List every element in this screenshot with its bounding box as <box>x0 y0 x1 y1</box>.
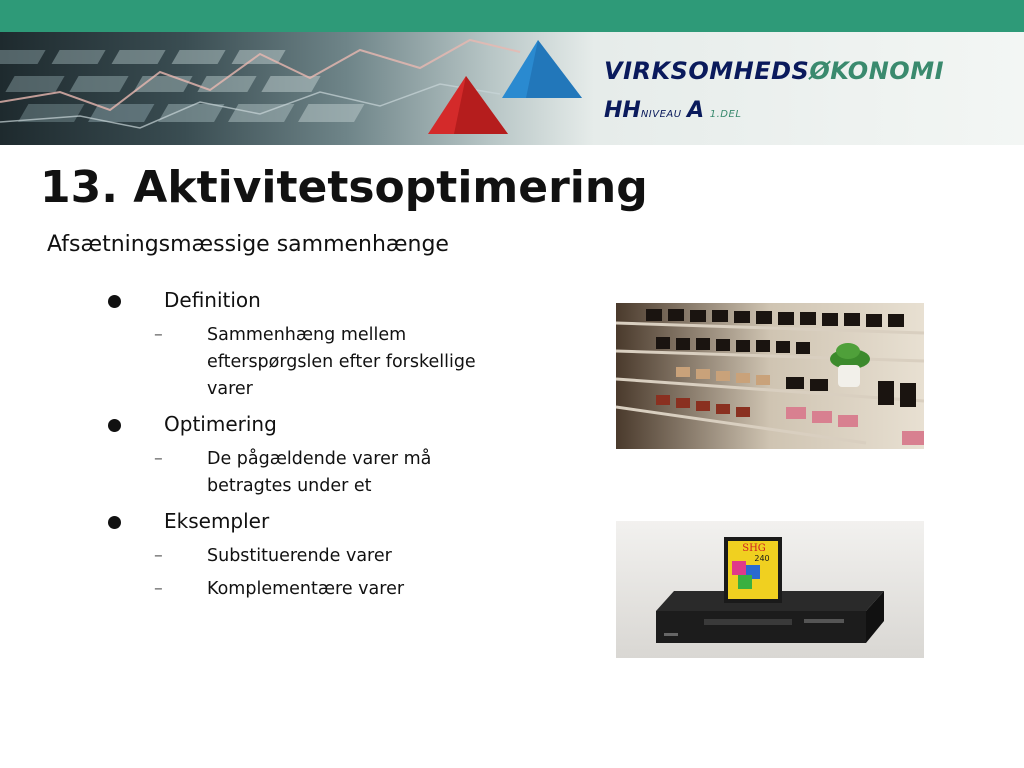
slide-title: 13. Aktivitetsoptimering <box>40 162 648 213</box>
sub-bullet-text: De pågældende varer må betragtes under et <box>207 449 432 496</box>
bullet-label: Eksempler <box>164 509 270 533</box>
dash-icon: – <box>154 325 163 345</box>
brand-subtitle: HHNIVEAU A 1.DEL <box>604 98 742 123</box>
brand-title: VIRKSOMHEDSØKONOMI <box>604 57 945 85</box>
bullet-dot-icon <box>108 295 121 308</box>
sub-bullet-text: Sammenhæng mellem efterspørgslen efter forskellige varer <box>207 325 476 399</box>
bullet-dot-icon <box>108 419 121 432</box>
header-banner <box>0 32 1024 145</box>
bullet-label: Definition <box>164 288 261 312</box>
sub-bullet-text: Komplementære varer <box>207 579 405 599</box>
dash-icon: – <box>154 449 163 469</box>
bullet-dot-icon <box>108 516 121 529</box>
vcr-and-videotape-photo <box>616 521 924 658</box>
tape-length: 240 <box>754 554 770 563</box>
slide-subtitle: Afsætningsmæssige sammenhænge <box>47 232 449 257</box>
dash-icon: – <box>154 579 163 599</box>
sub-bullet-text: Substituerende varer <box>207 546 392 566</box>
banner-keyboard-graphic <box>0 32 1024 145</box>
bullet-label: Optimering <box>164 412 277 436</box>
tape-label: SHG <box>742 543 766 554</box>
shoe-shelf-photo <box>616 303 924 449</box>
header-top-strip <box>0 0 1024 32</box>
dash-icon: – <box>154 546 163 566</box>
